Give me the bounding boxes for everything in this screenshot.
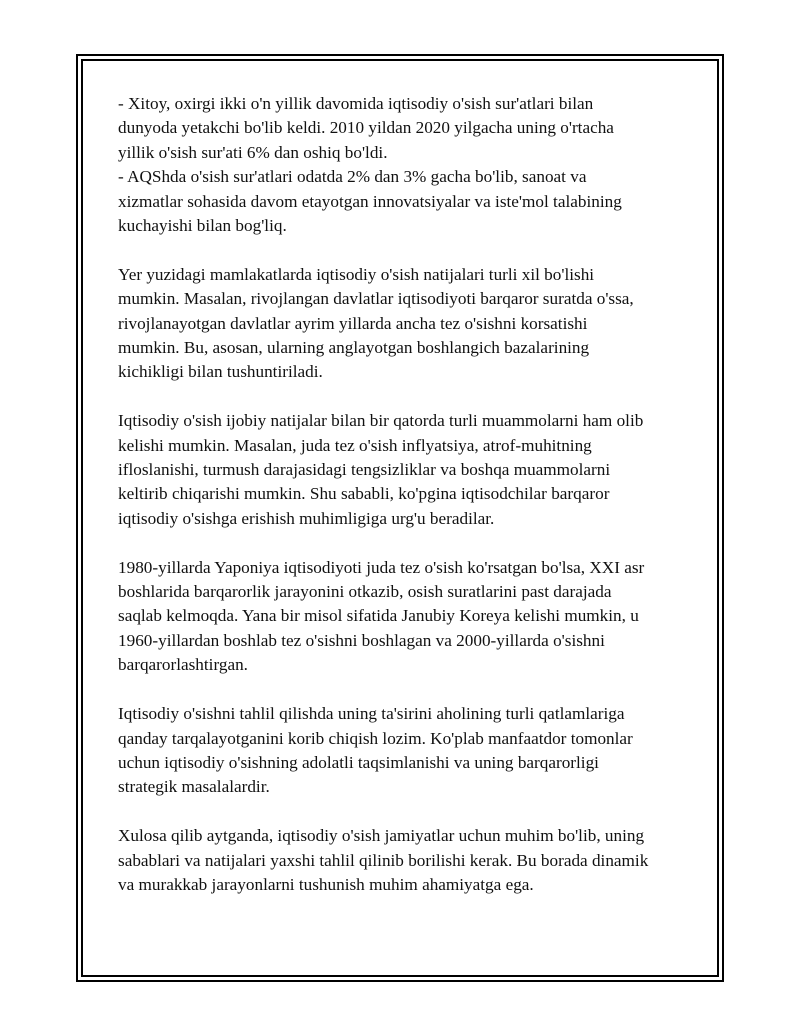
paragraph-china-usa-growth	[118, 92, 698, 238]
text-line: 1960-yillardan boshlab tez o'sishni boshlagan va 2000-yillarda o'sishni	[118, 630, 605, 650]
text-line: Xulosa qilib aytganda, iqtisodiy o'sish jamiyatlar uchun muhim bo'lib, uning	[118, 826, 645, 846]
text-line: barqarorlashtirgan.	[118, 655, 248, 675]
text-line: kuchayishi bilan bog'liq.	[118, 216, 287, 236]
document-body	[118, 92, 698, 922]
text-line: rivojlanayotgan davlatlar ayrim yillarda ancha tez o'sishni korsatishi	[118, 313, 588, 333]
text-line: xizmatlar sohasida davom etayotgan innovatsiyalar va iste'mol talabining	[118, 191, 622, 211]
text-line: dunyoda yetakchi bo'lib keldi. 2010 yildan 2020 yilgacha uning o'rtacha	[118, 118, 614, 138]
text-line: qanday tarqalayotganini korib chiqish lozim. Ko'plab manfaatdor tomonlar	[118, 728, 633, 748]
text-line: - Xitoy, oxirgi ikki o'n yillik davomida iqtisodiy o'sish sur'atlari bilan	[118, 94, 594, 113]
text-line: uchun iqtisodiy o'sishning adolatli taqsimlanishi va uning barqarorligi	[118, 752, 599, 772]
text-line: kelishi mumkin. Masalan, juda tez o'sish inflyatsiya, atrof-muhitning	[118, 435, 592, 455]
text-line: kichikligi bilan tushuntiriladi.	[118, 362, 323, 382]
paragraph-growth-problems	[118, 409, 698, 531]
text-line: sabablari va natijalari yaxshi tahlil qilinib borilishi kerak. Bu borada dinamik	[118, 850, 649, 870]
text-line: strategik masalalardir.	[118, 777, 270, 797]
paragraph-growth-analysis	[118, 702, 698, 800]
text-line: Iqtisodiy o'sishni tahlil qilishda uning ta'sirini aholining turli qatlamlariga	[118, 704, 625, 724]
paragraph-japan-korea	[118, 556, 698, 678]
text-line: saqlab kelmoqda. Yana bir misol sifatida Janubiy Koreya kelishi mumkin, u	[118, 606, 639, 626]
text-line: mumkin. Bu, asosan, ularning anglayotgan boshlangich bazalarining	[118, 338, 590, 358]
text-line: mumkin. Masalan, rivojlangan davlatlar iqtisodiyoti barqaror suratda o'ssa,	[118, 289, 634, 309]
text-line: iqtisodiy o'sishga erishish muhimligiga urg'u beradilar.	[118, 508, 495, 528]
text-line: boshlarida barqarorlik jarayonini otkazib, osish suratlarini past darajada	[118, 582, 612, 602]
text-line: ifloslanishi, turmush darajasidagi tengsizliklar va boshqa muammolarni	[118, 460, 611, 480]
text-line: Iqtisodiy o'sish ijobiy natijalar bilan bir qatorda turli muammolarni ham olib	[118, 411, 644, 431]
paragraph-conclusion	[118, 824, 698, 897]
text-line: 1980-yillarda Yaponiya iqtisodiyoti juda tez o'sish ko'rsatgan bo'lsa, XXI asr	[118, 557, 645, 577]
paragraph-growth-differences	[118, 263, 698, 385]
text-line: yillik o'sish sur'ati 6% dan oshiq bo'ldi.	[118, 142, 388, 162]
text-line: - AQShda o'sish sur'atlari odatda 2% dan 3% gacha bo'lib, sanoat va	[118, 167, 587, 187]
text-line: Yer yuzidagi mamlakatlarda iqtisodiy o'sish natijalari turli xil bo'lishi	[118, 264, 595, 284]
text-line: va murakkab jarayonlarni tushunish muhim ahamiyatga ega.	[118, 874, 534, 894]
text-line: keltirib chiqarishi mumkin. Shu sababli, ko'pgina iqtisodchilar barqaror	[118, 484, 610, 504]
